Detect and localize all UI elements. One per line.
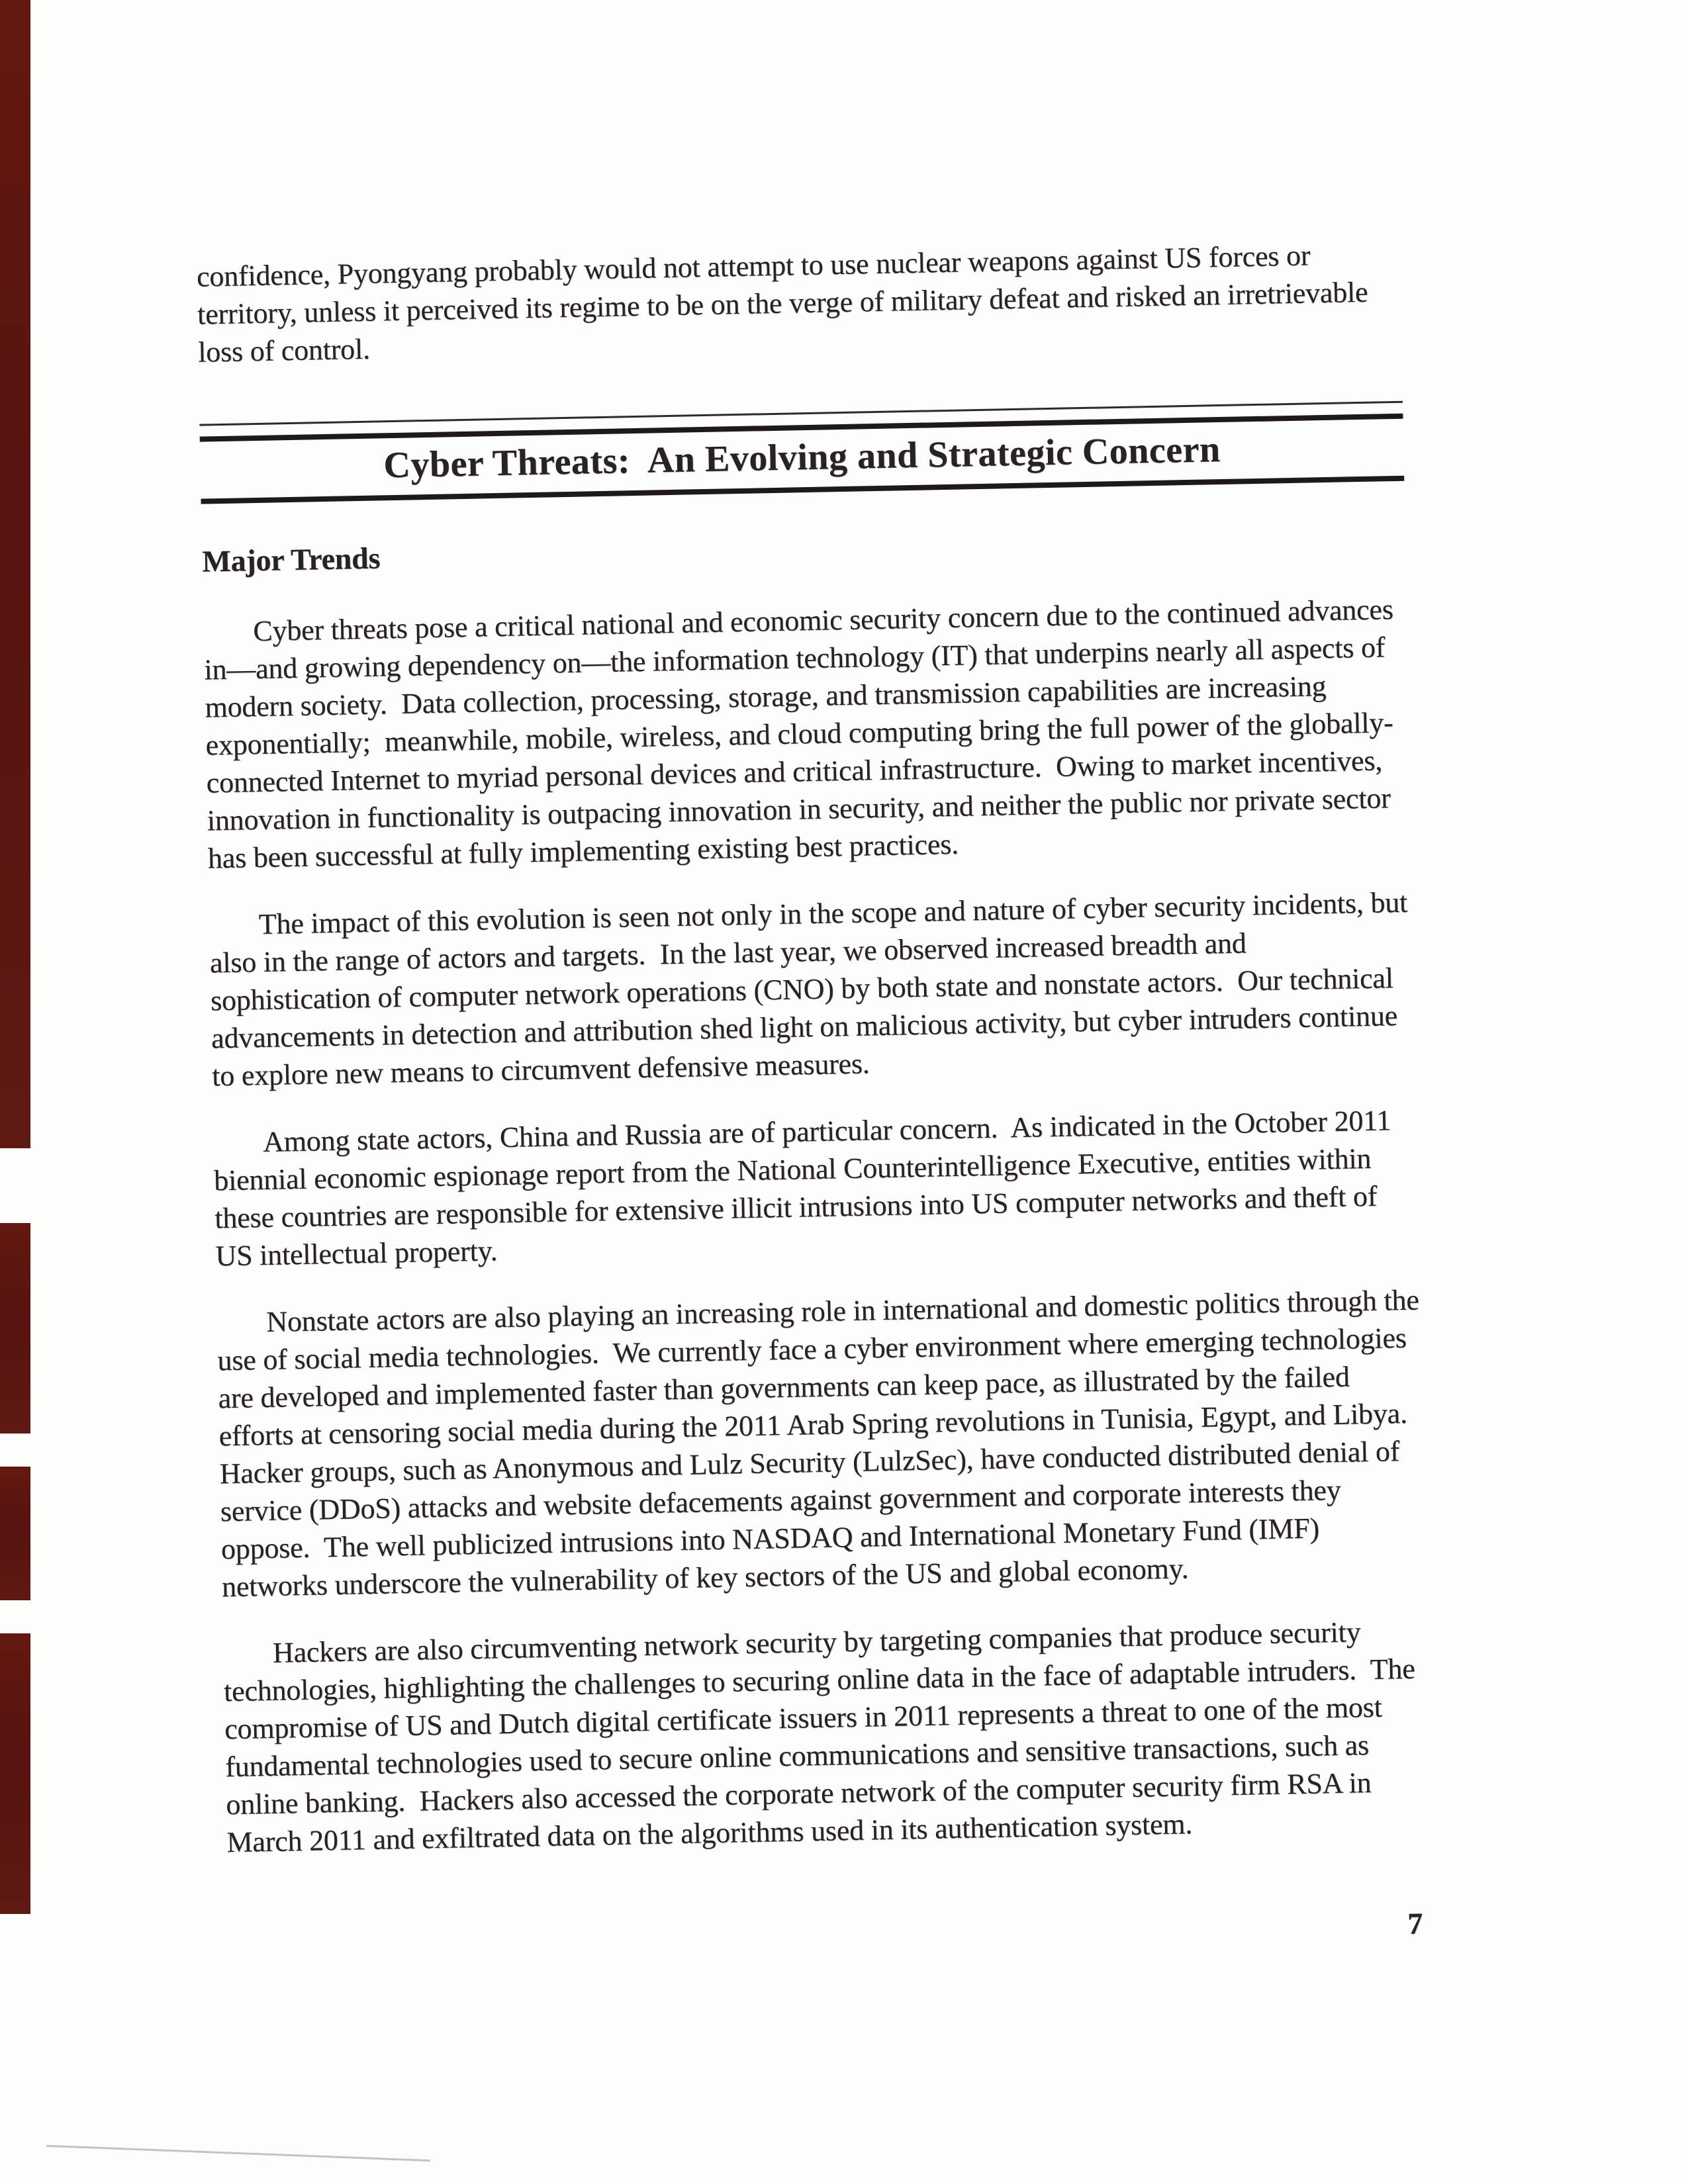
scan-artifact-line <box>46 2145 430 2161</box>
body-paragraph: The impact of this evolution is seen not only in the scope and nature of cyber security incidents, but also in the range of actors and targets. In the last year, we observed increased breadth and sophistication of computer network operations (CNO) by both state and nonstate actors. Our technical advancements in detection and attribution shed light on malicious activity, but cyber intruders continue to explore new means to circumvent defensive measures. <box>209 886 1415 1093</box>
body-paragraph: Among state actors, China and Russia are of particular concern. As indicated in the October 2011 biennial economic espionage report from the National Counterintelligence Executive, entities within these countries are responsible for extensive illicit intrusions into US computer networks and theft of US intellectual property. <box>213 1104 1399 1273</box>
page-content <box>191 0 1432 1965</box>
intro-paragraph: confidence, Pyongyang probably would not attempt to use nuclear weapons against US forces or territory, unless it perceived its regime to be on the verge of military defeat and risked an irretrievable loss of control. <box>196 239 1376 369</box>
section-title: Cyber Threats: An Evolving and Strategic Concern <box>383 429 1221 486</box>
body-paragraph: Cyber threats pose a critical national and economic security concern due to the continued advances in—and growing dependency on—the information technology (IT) that underpins nearly all aspects of modern society. Data collection, processing, storage, and transmission capabilities are increasing exponentially; meanwhile, mobile, wireless, and cloud computing bring the full power of the globally-connected Internet to myriad personal devices and critical infrastructure. Owing to market incentives, innovation in functionality is outpacing innovation in security, and neither the public nor private sector has been successful at fully implementing existing best practices. <box>203 592 1401 875</box>
page-number: 7 <box>1407 1906 1423 1940</box>
scan-edge-stripe-segment <box>0 1633 30 1914</box>
subheading-major-trends: Major Trends <box>201 541 381 578</box>
scan-edge-stripe-segment <box>0 0 30 1148</box>
header-band <box>200 414 1405 504</box>
section-header <box>199 401 1404 504</box>
body-paragraph: Hackers are also circumventing network security by targeting companies that produce security technologies, highlighting the challenges to securing online data in the face of adaptable intruders. The compromise of US and Dutch digital certificate issuers in 2011 represents a threat to one of the most fundamental technologies used to secure online communications and sensitive transactions, such as online banking. Hackers also accessed the corporate network of the computer security firm RSA in March 2011 and exfiltrated data on the algorithms used in its authentication system. <box>223 1615 1423 1859</box>
scan-edge-stripe-segment <box>0 1223 30 1433</box>
scan-edge-stripe-segment <box>0 1467 30 1600</box>
body-paragraph: Nonstate actors are also playing an increasing role in international and domestic politics through the use of social media technologies. We currently face a cyber environment where emerging technologies are developed and implemented faster than governments can keep pace, as illustrated by the failed efforts at censoring social media during the 2011 Arab Spring revolutions in Tunisia, Egypt, and Libya. Hacker groups, such as Anonymous and Lulz Security (LulzSec), have conducted distributed denial of service (DDoS) attacks and website defacements against government and corporate interests they oppose. The well publicized intrusions into NASDAQ and International Monetary Fund (IMF) networks underscore the vulnerability of key sectors of the US and global economy. <box>217 1283 1427 1604</box>
